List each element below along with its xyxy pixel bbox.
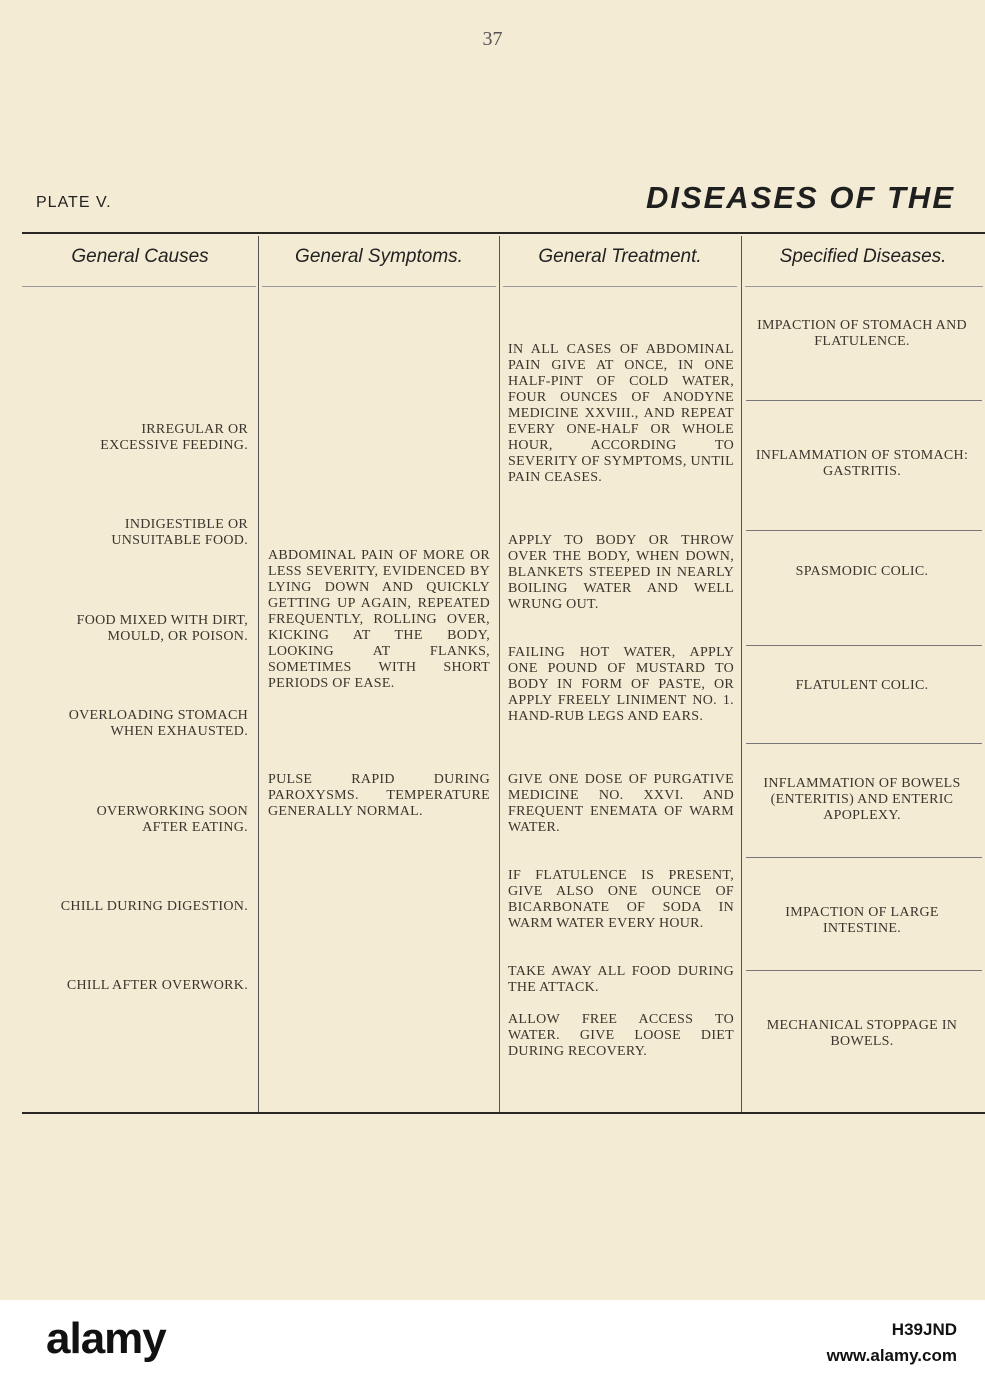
header-underline xyxy=(22,286,256,287)
treatment-item: TAKE AWAY ALL FOOD DURING THE ATTACK. xyxy=(508,964,734,995)
page-number: 37 xyxy=(482,28,503,50)
treatment-item: IN ALL CASES OF ABDOMINAL PAIN GIVE AT ONCE, IN ONE HALF-PINT OF COLD WATER, FOUR OUNCES OF ANODYNE MEDICINE XXVIII., AND REPEAT EVERY ONE-HALF OR WHOLE HOUR, ACCORDING TO SEVERITY OF SYMPTOMS, UNTIL PAIN CEASES. xyxy=(508,342,734,485)
page-title: DISEASES OF THE xyxy=(645,180,955,215)
cause-item: FOOD MIXED WITH DIRT, MOULD, OR POISON. xyxy=(76,613,248,644)
cause-item: INDIGESTIBLE OR UNSUITABLE FOOD. xyxy=(111,517,248,548)
symptom-item: ABDOMINAL PAIN OF MORE OR LESS SEVERITY, EVIDENCED BY LYING DOWN AND QUICKLY GETTING UP AGAIN, REPEATED FREQUENTLY, ROLLING OVER, KICKING AT THE BODY, LOOKING AT FLANKS, SOMETIMES WITH SHORT PERIODS OF EASE. xyxy=(268,548,490,691)
disease-divider xyxy=(746,743,982,744)
disease-item: INFLAMMATION OF STOMACH: GASTRITIS. xyxy=(755,448,969,479)
header-underline xyxy=(745,286,983,287)
treatment-item: APPLY TO BODY OR THROW OVER THE BODY, WHEN DOWN, BLANKETS STEEPED IN NEARLY BOILING WATER AND WELL WRUNG OUT. xyxy=(508,533,734,612)
header-specified-diseases: Specified Diseases. xyxy=(779,246,947,267)
header-underline xyxy=(503,286,737,287)
bottom-rule xyxy=(22,1112,985,1114)
disease-item: SPASMODIC COLIC. xyxy=(795,564,929,579)
header-general-treatment: General Treatment. xyxy=(538,246,702,267)
cause-item: OVERWORKING SOON AFTER EATING. xyxy=(96,804,248,835)
header-general-symptoms: General Symptoms. xyxy=(295,246,463,267)
disease-item: IMPACTION OF LARGE INTESTINE. xyxy=(785,905,939,936)
disease-item: FLATULENT COLIC. xyxy=(795,678,929,693)
disease-divider xyxy=(746,970,982,971)
disease-divider xyxy=(746,645,982,646)
cause-item: IRREGULAR OR EXCESSIVE FEEDING. xyxy=(100,422,248,453)
treatment-item: ALLOW FREE ACCESS TO WATER. GIVE LOOSE DIET DURING RECOVERY. xyxy=(508,1012,734,1059)
cause-item: OVERLOADING STOMACH WHEN EXHAUSTED. xyxy=(68,708,248,739)
header-general-causes: General Causes xyxy=(71,246,209,267)
treatment-item: FAILING HOT WATER, APPLY ONE POUND OF MUSTARD TO BODY IN FORM OF PASTE, OR APPLY FREELY LINIMENT NO. 1. HAND-RUB LEGS AND EARS. xyxy=(508,645,734,724)
disease-divider xyxy=(746,400,982,401)
disease-item: INFLAMMATION OF BOWELS (ENTERITIS) AND ENTERIC APOPLEXY. xyxy=(763,776,961,823)
site-url: www.alamy.com xyxy=(826,1346,957,1365)
brand-logo: alamy xyxy=(46,1314,166,1363)
disease-item: IMPACTION OF STOMACH AND FLATULENCE. xyxy=(757,318,967,349)
top-rule xyxy=(22,232,985,234)
column-divider xyxy=(741,236,742,1112)
disease-item: MECHANICAL STOPPAGE IN BOWELS. xyxy=(766,1018,958,1049)
header-underline xyxy=(262,286,496,287)
treatment-item: IF FLATULENCE IS PRESENT, GIVE ALSO ONE OUNCE OF BICARBONATE OF SODA IN WARM WATER EVERY HOUR. xyxy=(508,868,734,931)
plate-label: PLATE V. xyxy=(36,194,112,211)
image-id: H39JND xyxy=(891,1320,957,1339)
cause-item: CHILL AFTER OVERWORK. xyxy=(66,978,248,993)
disease-divider xyxy=(746,857,982,858)
column-divider xyxy=(258,236,259,1112)
column-divider xyxy=(499,236,500,1112)
treatment-item: GIVE ONE DOSE OF PURGATIVE MEDICINE NO. XXVI. AND FREQUENT ENEMATA OF WARM WATER. xyxy=(508,772,734,835)
cause-item: CHILL DURING DIGESTION. xyxy=(60,899,248,914)
disease-divider xyxy=(746,530,982,531)
symptom-item: PULSE RAPID DURING PAROXYSMS. TEMPERATURE GENERALLY NORMAL. xyxy=(268,772,490,819)
